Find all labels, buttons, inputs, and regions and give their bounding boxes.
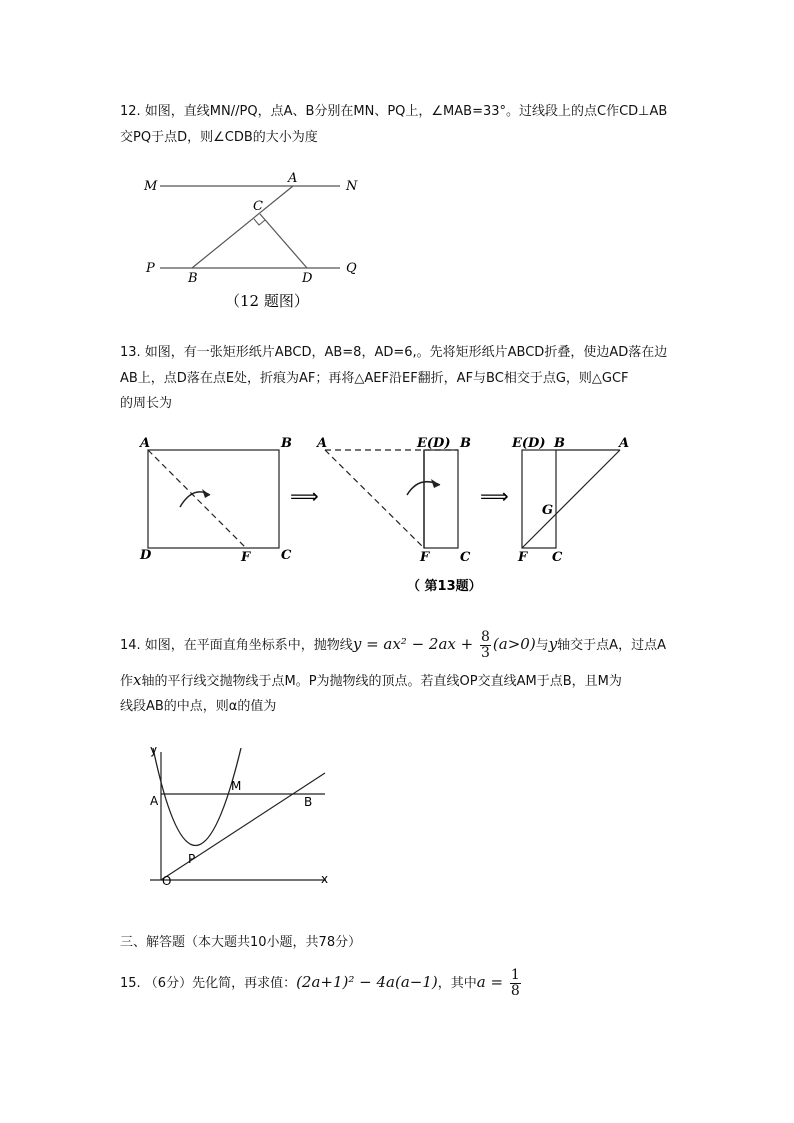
fig3-label-B: B (554, 436, 565, 451)
fig3-label-G: G (542, 503, 554, 518)
section-3-heading: 三、解答题（本大题共10小题，共78分） (120, 935, 362, 950)
q15-fraction: $\frac{1}{8}$ (510, 967, 520, 999)
fig1-label-B: B (281, 436, 292, 451)
label-C: C (253, 199, 263, 214)
fig3-label-ED: E(D) (512, 436, 546, 451)
fig2-label-C: C (460, 550, 471, 565)
fig2-label-B: B (460, 436, 471, 451)
q15-text: 15. （6分）先化简，再求值：(2a+1)² − 4a(a−1)，其中a = $\frac{1}{8}$ (120, 967, 520, 999)
label-y-axis: y (150, 743, 158, 757)
label-D: D (302, 271, 313, 286)
q14-eq-y: y (352, 635, 362, 653)
q14-fraction: $\frac{8}{3}$ (480, 629, 490, 661)
label-B: B (188, 271, 198, 286)
arrow-1: ⟹ (290, 484, 319, 508)
q12-caption: （12 题图） (225, 292, 309, 310)
q12-text-line1: 12. 如图，直线MN//PQ，点A、B分别在MN、PQ上，∠MAB=33°。过线段上的点C作CD⊥AB (120, 104, 668, 119)
label-A: A (288, 171, 298, 186)
label-x-axis: x (321, 872, 329, 886)
q14-figure (140, 740, 340, 890)
label-M: M (144, 179, 158, 194)
q12-figure (140, 170, 370, 315)
fig3-label-A: A (619, 436, 630, 451)
fig3-label-F: F (518, 550, 528, 565)
arrow-2: ⟹ (480, 484, 509, 508)
fig1-label-D: D (140, 548, 152, 563)
fig1-label-C: C (281, 548, 292, 563)
label-A: A (150, 794, 159, 808)
label-O: O (162, 874, 172, 888)
label-B: B (304, 795, 313, 809)
q13-caption: （ 第13题） (407, 579, 482, 594)
fig2-label-F: F (420, 550, 430, 565)
q14-text-line1: 14. 如图，在平面直角坐标系中，抛物线y = ax² − 2ax + $\frac{8}{3}$ (a>0)与y轴交于点A，过点A (120, 629, 666, 661)
q13-text-line1: 13. 如图，有一张矩形纸片ABCD，AB=8，AD=6,。先将矩形纸片ABCD折叠，使边AD落在边 (120, 345, 668, 360)
fig2-label-ED: E(D) (417, 436, 451, 451)
label-P: P (188, 852, 196, 866)
label-M: M (231, 779, 242, 793)
q14-text-line2: 作x轴的平行线交抛物线于点M。P为抛物线的顶点。若直线OP交直线AM于点B，且M为 (120, 671, 622, 689)
q13-figure (135, 435, 655, 600)
label-Q: Q (346, 261, 357, 276)
fig2-label-A: A (317, 436, 328, 451)
q15-expression: (2a+1)² − 4a(a−1) (296, 973, 438, 991)
fig3-label-C: C (552, 550, 563, 565)
q14-eq-mid: = ax² − 2ax + (361, 635, 478, 653)
q12-text-line2: 交PQ于点D，则∠CDB的大小为度 (120, 130, 318, 145)
q14-eq-cond: (a>0) (492, 635, 536, 653)
q13-text-line3: 的周长为 (120, 396, 173, 411)
fig1-label-F: F (241, 550, 251, 565)
fig1-label-A: A (140, 436, 151, 451)
label-P: P (146, 261, 155, 276)
label-N: N (346, 179, 358, 194)
q13-text-line2: AB上，点D落在点E处，折痕为AF；再将△AEF沿EF翻折，AF与BC相交于点G，则△GCF (120, 371, 629, 386)
q14-text-line3: 线段AB的中点，则α的值为 (120, 699, 277, 714)
